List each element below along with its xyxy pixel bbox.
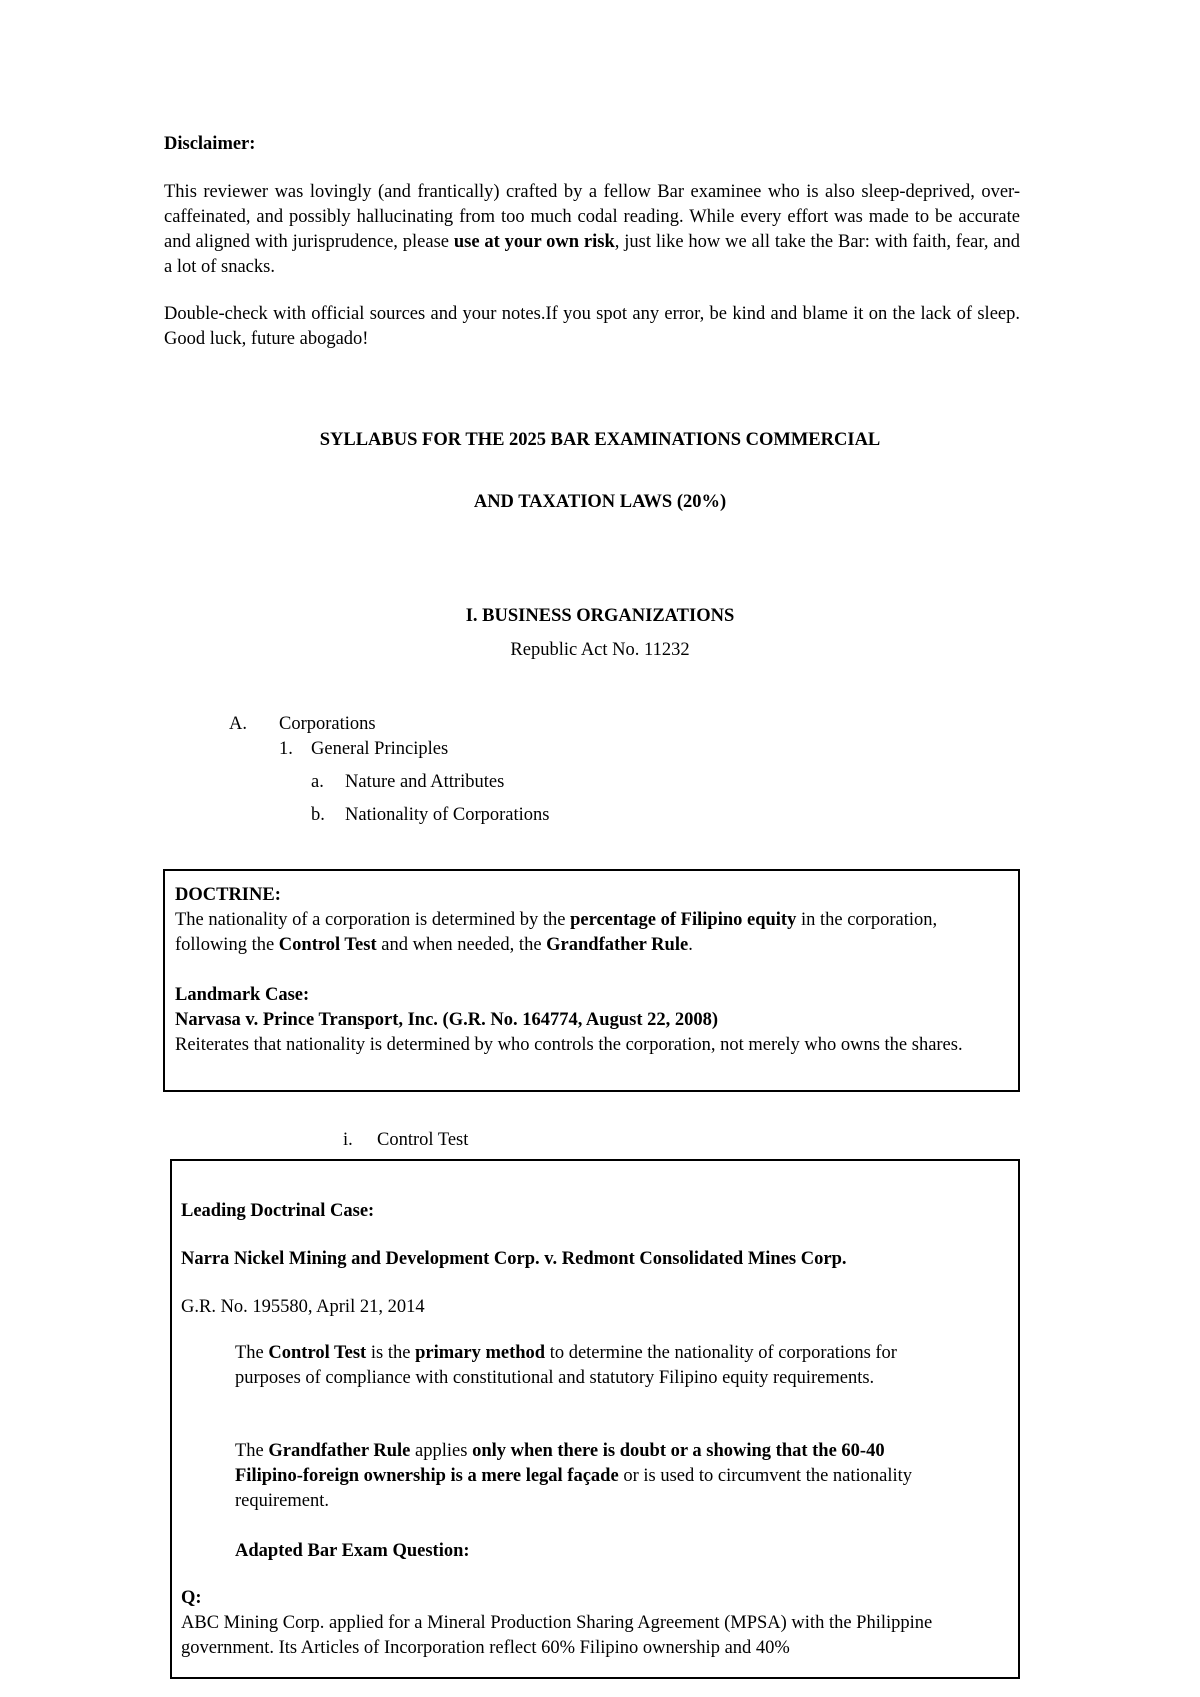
section-heading: I. BUSINESS ORGANIZATIONS	[465, 606, 735, 626]
doctrine-text-4: .	[688, 935, 693, 955]
leading-case-heading: Leading Doctrinal Case:	[181, 1201, 375, 1221]
ct-text-e: to determine the nationality of corporations for purposes of compliance with constitutional and statutory Filipino equity requirements.	[235, 1343, 897, 1388]
outline-a-marker: A.	[229, 714, 247, 734]
outline-1-label: General Principles	[311, 739, 449, 759]
outline-a2-label: Nature and Attributes	[345, 772, 505, 792]
adapted-question-heading: Adapted Bar Exam Question:	[235, 1541, 470, 1561]
doctrine-text-2: in the corporation, following the	[175, 910, 938, 955]
doctrine-box	[163, 869, 1020, 1092]
doctrine-text	[175, 908, 1005, 958]
control-test-box	[170, 1159, 1020, 1679]
disclaimer-paragraph-2: Double-check with official sources and your notes.If you spot any error, be kind and blame it on the lack of sleep. Good luck, future abogado!	[164, 304, 1020, 349]
gr-bold-grandfather: Grandfather Rule	[268, 1441, 411, 1461]
control-test-paragraph	[235, 1341, 955, 1391]
doctrine-text-3: and when needed, the	[376, 935, 547, 955]
outline-i-marker: i.	[343, 1130, 353, 1150]
landmark-case: Narvasa v. Prince Transport, Inc. (G.R. No. 164774, August 22, 2008)	[175, 1010, 719, 1030]
outline-i-label: Control Test	[377, 1130, 469, 1150]
disclaimer-bold-risk: use at your own risk	[453, 232, 615, 252]
disclaimer-heading: Disclaimer:	[164, 134, 256, 154]
ct-text-c: is the	[366, 1343, 416, 1363]
syllabus-title-line-2: AND TAXATION LAWS (20%)	[473, 492, 727, 512]
outline-a-label: Corporations	[279, 714, 376, 734]
outline-a2-marker: a.	[311, 772, 324, 792]
grandfather-rule-paragraph	[235, 1439, 955, 1514]
leading-case-name: Narra Nickel Mining and Development Corp. v. Redmont Consolidated Mines Corp.	[181, 1249, 847, 1269]
question-label: Q:	[181, 1588, 202, 1608]
gr-text-c: applies	[410, 1441, 473, 1461]
doctrine-text-1: The nationality of a corporation is determined by the	[175, 910, 571, 930]
doctrine-bold-equity: percentage of Filipino equity	[570, 910, 797, 930]
ct-bold-control-test: Control Test	[268, 1343, 367, 1363]
ct-bold-primary-method: primary method	[415, 1343, 546, 1363]
outline-1-marker: 1.	[279, 739, 293, 759]
syllabus-title-line-1: SYLLABUS FOR THE 2025 BAR EXAMINATIONS COMMERCIAL	[319, 430, 881, 450]
question-text: ABC Mining Corp. applied for a Mineral Production Sharing Agreement (MPSA) with the Philippine government. Its Articles of Incorporation reflect 60% Filipino ownership and 40%	[181, 1613, 933, 1658]
gr-bold-condition: only when there is doubt or a showing that the 60-40 Filipino-foreign ownership is a mere legal façade	[235, 1441, 885, 1486]
doctrine-bold-control-test: Control Test	[278, 935, 377, 955]
disclaimer-text: This reviewer was lovingly (and frantically) crafted by a fellow Bar examinee who is also sleep-deprived, over-caffeinated, and possibly hallucinating from too much codal reading. While every effort was made to be accurate and aligned with jurisprudence, please	[164, 182, 1020, 252]
doctrine-bold-grandfather: Grandfather Rule	[546, 935, 689, 955]
doctrine-heading: DOCTRINE:	[175, 885, 281, 905]
ct-text-a: The	[235, 1343, 269, 1363]
landmark-description: Reiterates that nationality is determined by who controls the corporation, not merely who owns the shares.	[175, 1035, 963, 1055]
leading-case-ref: G.R. No. 195580, April 21, 2014	[181, 1297, 425, 1317]
section-subheading: Republic Act No. 11232	[510, 640, 690, 660]
outline-b2-label: Nationality of Corporations	[345, 805, 550, 825]
gr-text-a: The	[235, 1441, 269, 1461]
disclaimer-text-end: , just like how we all take the Bar: with faith, fear, and a lot of snacks.	[164, 232, 1020, 277]
landmark-heading: Landmark Case:	[175, 985, 310, 1005]
disclaimer-paragraph-1	[164, 180, 1020, 280]
outline-b2-marker: b.	[311, 805, 325, 825]
gr-text-e: or is used to circumvent the nationality requirement.	[235, 1466, 913, 1511]
